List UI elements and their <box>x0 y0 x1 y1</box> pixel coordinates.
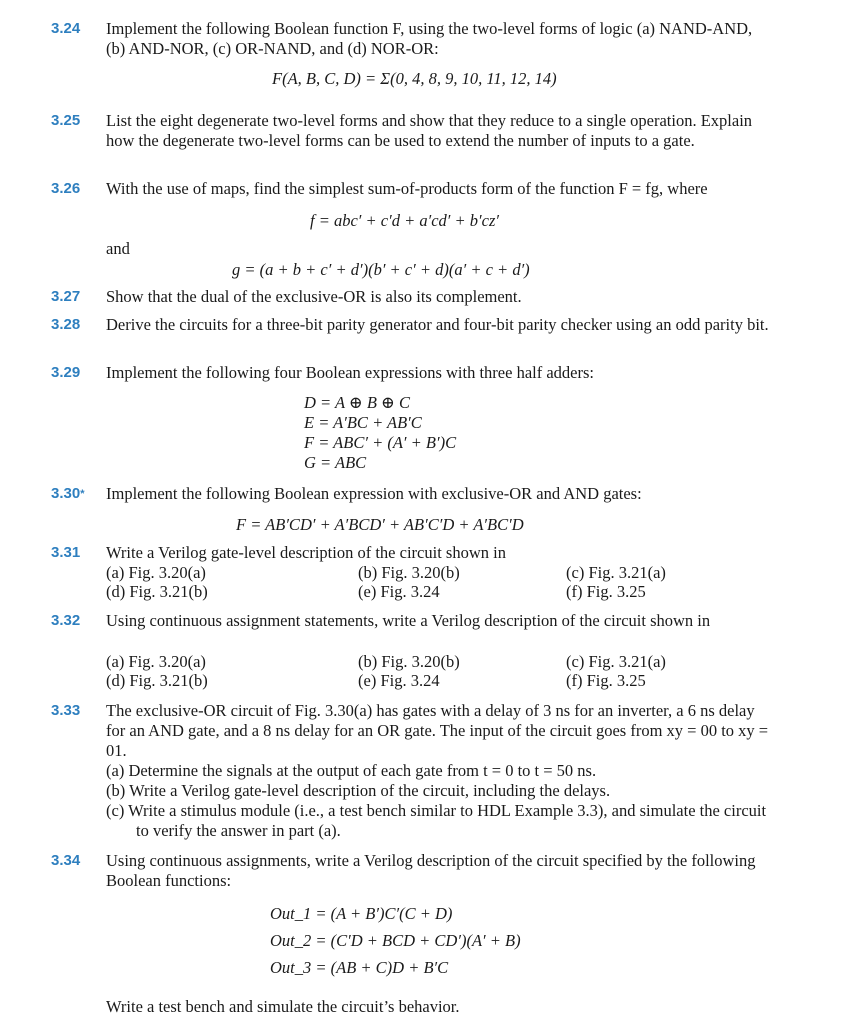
problem-number: 3.25 <box>51 112 81 129</box>
problem-text: Using continuous assignments, write a Verilog description of the circuit specified by the following Boolean functions: <box>106 851 756 890</box>
problem-text: Derive the circuits for a three-bit parity generator and four-bit parity checker using an odd parity bit. <box>106 315 769 334</box>
problem-number: 3.34 <box>51 852 81 869</box>
problem-text: List the eight degenerate two-level forms and show that they reduce to a single operation. Explain how the degenerate two-level forms can be used to extend the number of inputs to a gate. <box>106 111 753 150</box>
option-e: (e) Fig. 3.24 <box>358 671 440 690</box>
problem-text: Show that the dual of the exclusive-OR is also its complement. <box>106 287 522 306</box>
part-b: (b) Write a Verilog gate-level description of the circuit, including the delays. <box>106 781 611 800</box>
equation-g: g = (a + b + c′ + d′)(b′ + c′ + d)(a′ + c + d′) <box>232 260 530 279</box>
problem-text: Implement the following four Boolean expressions with three half adders: <box>106 363 594 382</box>
option-b: (b) Fig. 3.20(b) <box>358 652 460 671</box>
part-c: (c) Write a stimulus module (i.e., a test bench similar to HDL Example 3.3), and simulate the circuit to verify the answer in part (a). <box>106 801 767 840</box>
equation-f: f = abc′ + c′d + a′cd′ + b′cz′ <box>310 211 499 230</box>
option-f: (f) Fig. 3.25 <box>566 671 646 690</box>
equation: F(A, B, C, D) = Σ(0, 4, 8, 9, 10, 11, 12, 14) <box>272 69 557 88</box>
option-c: (c) Fig. 3.21(a) <box>566 652 666 671</box>
problem-number: 3.24 <box>51 20 81 37</box>
problem-text: Write a Verilog gate-level description of the circuit shown in <box>106 543 506 562</box>
problem-statement: The exclusive-OR circuit of Fig. 3.30(a) has gates with a delay of 3 ns for an inverter, a 6 ns delay for an AND gate, and a 8 ns delay for an OR gate. The input of the circuit goes from xy = 00 to xy = 01. <box>106 701 769 760</box>
equation-e: E = A′BC + AB′C <box>304 413 422 432</box>
option-f: (f) Fig. 3.25 <box>566 582 646 601</box>
problem-number: 3.27 <box>51 288 81 305</box>
starred-marker: * <box>80 488 85 500</box>
equation-out1: Out_1 = (A + B′)C′(C + D) <box>270 904 453 923</box>
problem-number: 3.30* <box>51 485 85 502</box>
problem-text <box>106 701 774 841</box>
problem-number: 3.28 <box>51 316 81 333</box>
option-e: (e) Fig. 3.24 <box>358 582 440 601</box>
problem-number: 3.29 <box>51 364 81 381</box>
option-a: (a) Fig. 3.20(a) <box>106 652 206 671</box>
connector-word: and <box>106 239 130 258</box>
equation-f: F = ABC′ + (A′ + B′)C <box>304 433 457 452</box>
problem-number: 3.33 <box>51 702 81 719</box>
problem-number: 3.26 <box>51 180 81 197</box>
closing-instruction: Write a test bench and simulate the circuit’s behavior. <box>106 997 460 1016</box>
problem-text: Implement the following Boolean expression with exclusive-OR and AND gates: <box>106 484 642 503</box>
option-c: (c) Fig. 3.21(a) <box>566 563 666 582</box>
problem-text: Implement the following Boolean function F, using the two-level forms of logic (a) NAND-AND, (b) AND-NOR, (c) OR-NAND, and (d) NOR-OR: <box>106 19 753 58</box>
option-d: (d) Fig. 3.21(b) <box>106 671 208 690</box>
part-a: (a) Determine the signals at the output of each gate from t = 0 to t = 50 ns. <box>106 761 597 780</box>
equation-out2: Out_2 = (C′D + BCD + CD′)(A′ + B) <box>270 931 521 950</box>
problem-text: With the use of maps, find the simplest sum-of-products form of the function F = fg, where <box>106 179 708 198</box>
equation-out3: Out_3 = (AB + C)D + B′C <box>270 958 449 977</box>
option-a: (a) Fig. 3.20(a) <box>106 563 206 582</box>
equation: F = AB′CD′ + A′BCD′ + AB′C′D + A′BC′D <box>236 515 524 534</box>
problem-number: 3.31 <box>51 544 81 561</box>
problem-number: 3.32 <box>51 612 81 629</box>
equation-d: D = A ⊕ B ⊕ C <box>304 393 411 412</box>
problem-text: Using continuous assignment statements, write a Verilog description of the circuit shown in <box>106 611 711 630</box>
option-b: (b) Fig. 3.20(b) <box>358 563 460 582</box>
option-d: (d) Fig. 3.21(b) <box>106 582 208 601</box>
equation-g: G = ABC <box>304 453 367 472</box>
